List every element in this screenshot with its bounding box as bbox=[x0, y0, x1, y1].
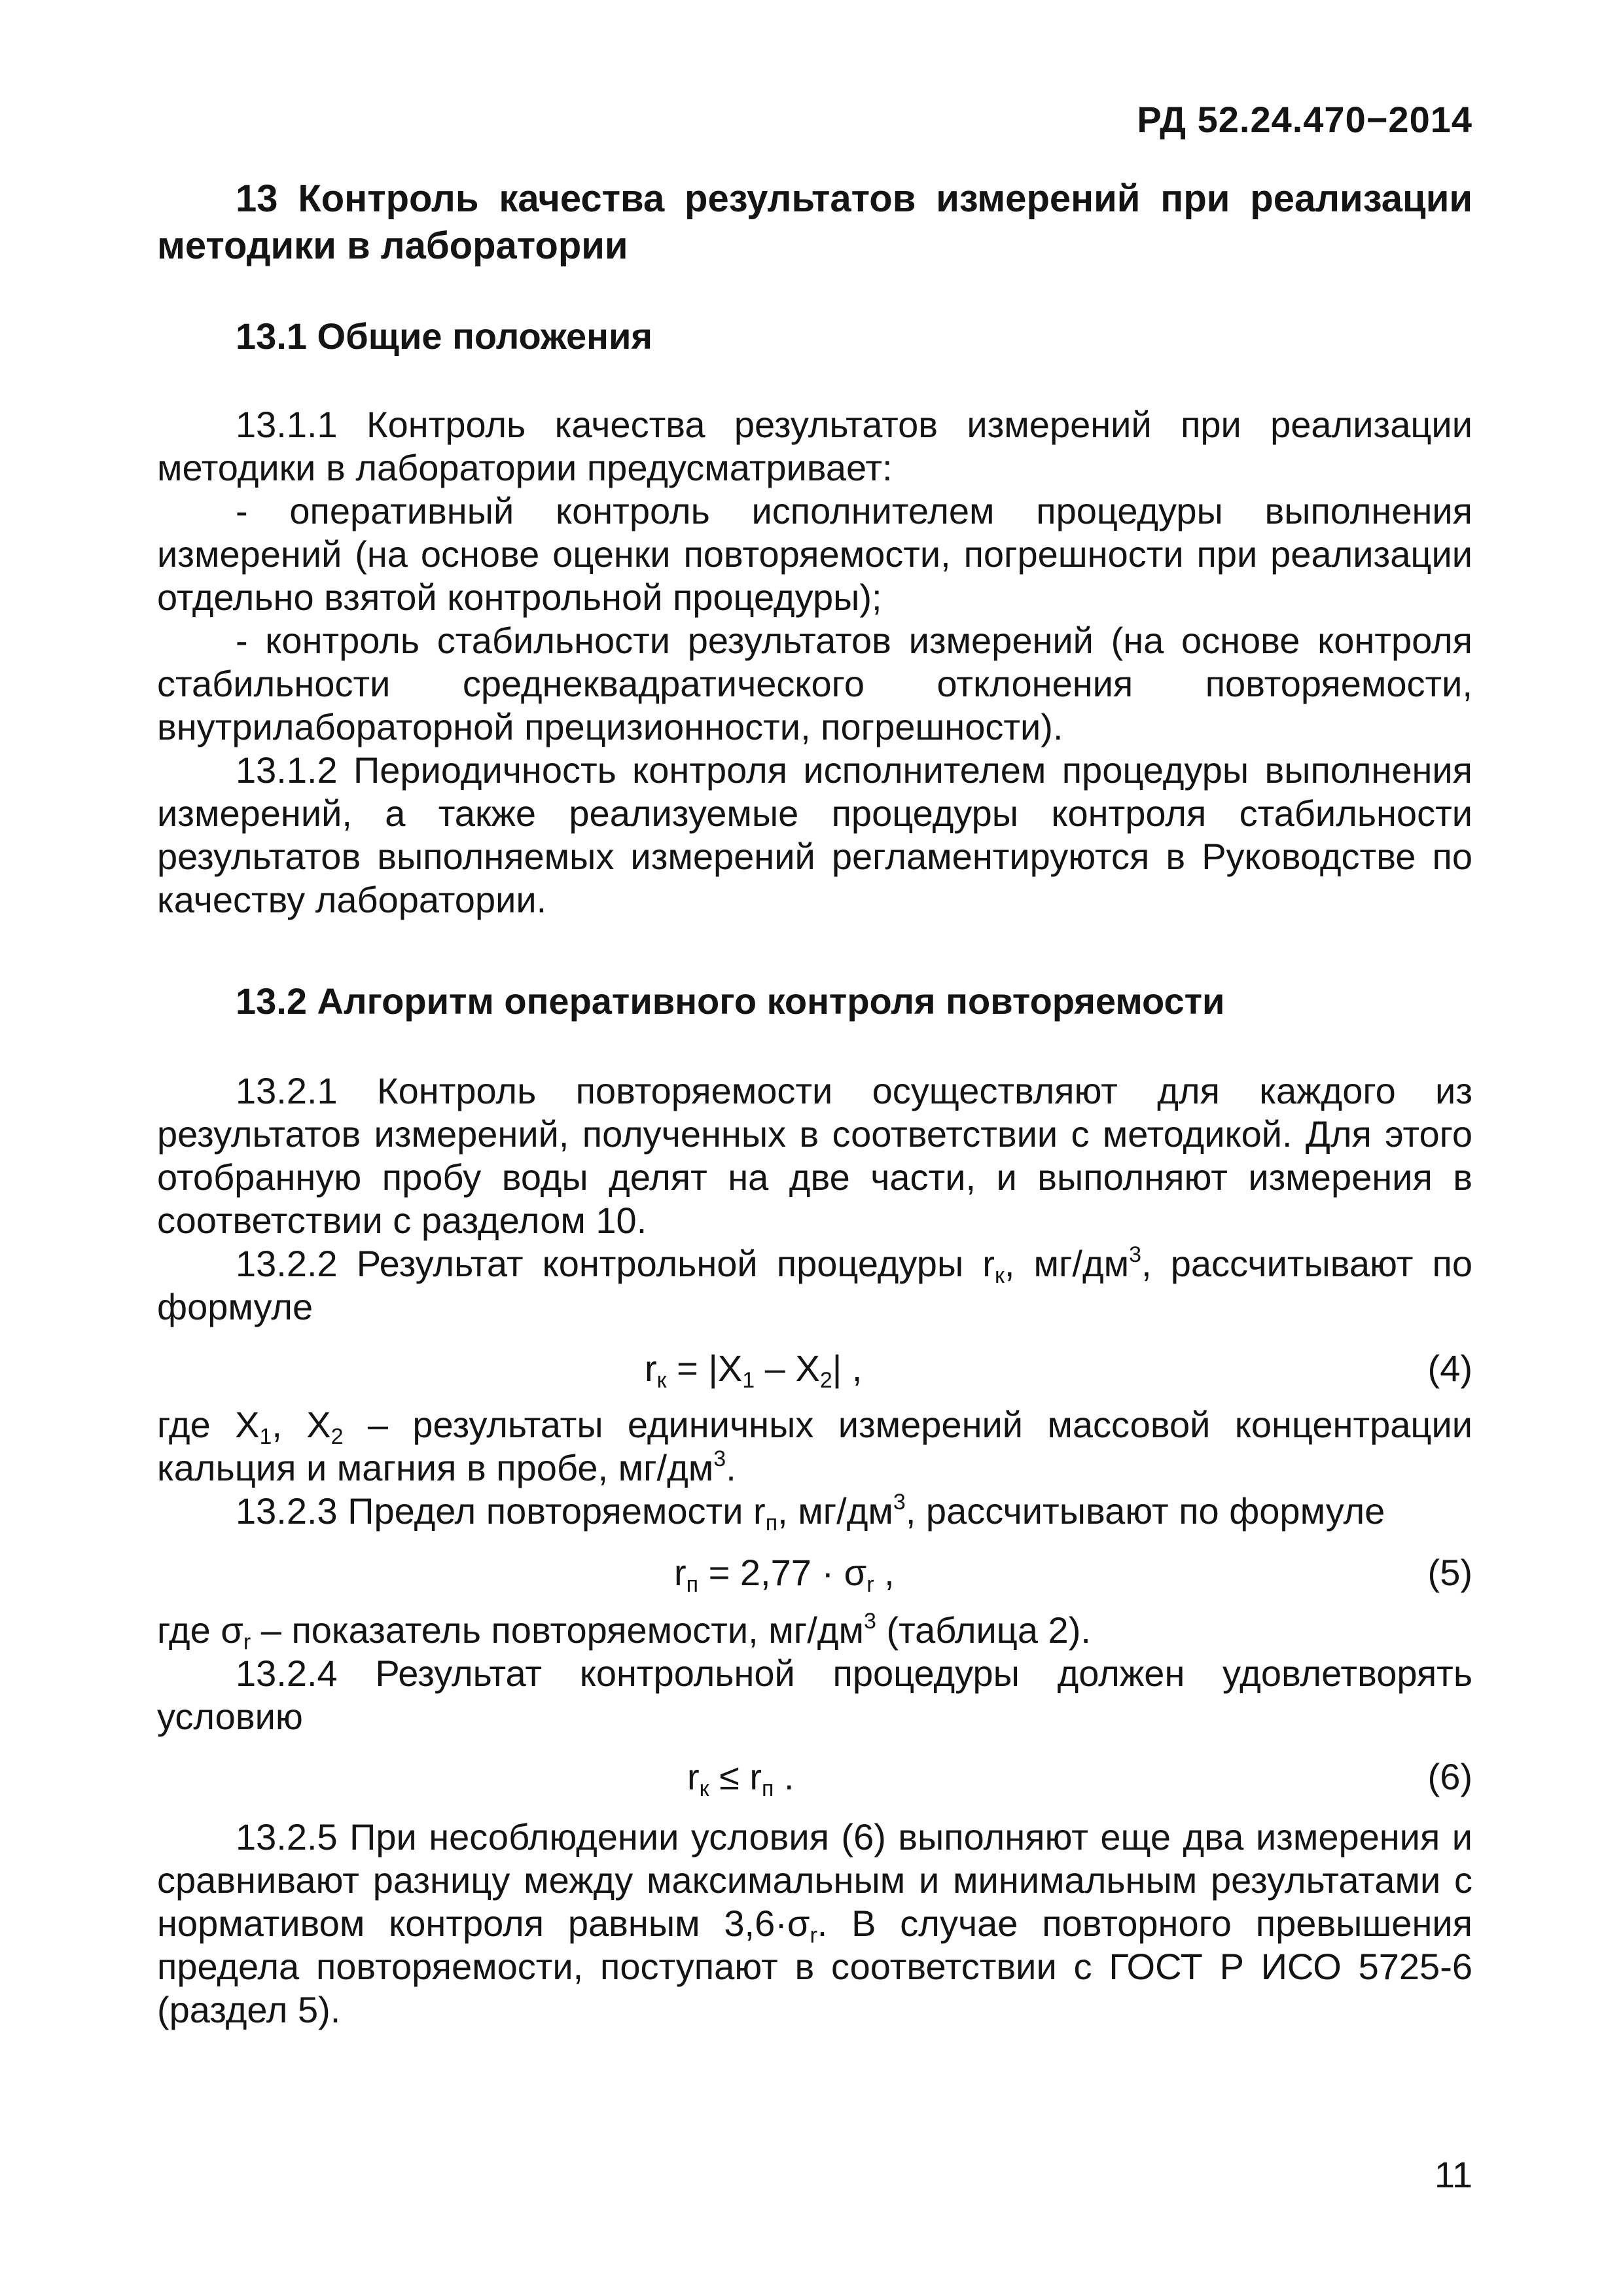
formula-5-explanation: где $\sigma_r$ – показатель повторяемости, $мг/дм^3$ (таблица 2). bbox=[157, 1609, 1091, 1655]
formula-4-row bbox=[157, 1346, 1472, 1391]
formula-6: $r_к \le r_п$ . bbox=[687, 1756, 794, 1801]
paragraph-13-2-1: 13.2.1 Контроль повторяемости осуществляют для каждого из результатов измерений, полученных в соответствии с методикой. Для этого отобранную пробу воды делят на две части, и выполняют измерения в соответствии с разделом 10. bbox=[157, 1070, 1472, 1241]
equation-number-5: (5) bbox=[1427, 1552, 1472, 1593]
formula-5-row bbox=[157, 1550, 1472, 1596]
formula-4-explanation: где $X_1$, $X_2$ – результаты единичных измерений массовой концентрации кальция и магния в пробе, $мг/дм^3$. bbox=[157, 1404, 1473, 1488]
equation-number-6: (6) bbox=[1427, 1756, 1472, 1797]
equation-number-4: (4) bbox=[1427, 1348, 1472, 1389]
paragraph-13-1-2: 13.1.2 Периодичность контроля исполнителем процедуры выполнения измерений, а также реализуемые процедуры контроля стабильности результатов выполняемых измерений регламентируются в Руководстве по качеству лаборатории. bbox=[157, 749, 1472, 920]
page-number: 11 bbox=[1434, 2154, 1472, 2195]
document-code: РД 52.24.470−2014 bbox=[1137, 99, 1472, 140]
paragraph-13-2-2: 13.2.2 Результат контрольной процедуры $r_к$, $мг/дм^3$, рассчитывают по формуле bbox=[157, 1242, 1473, 1327]
formula-5: $r_п = 2,77 \cdot \sigma_r$ , bbox=[674, 1552, 895, 1597]
list-item-operative-control: - оперативный контроль исполнителем процедуры выполнения измерений (на основе оценки повторяемости, погрешности при реализации отдельно взятой контрольной процедуры); bbox=[157, 490, 1472, 618]
paragraph-13-1-1: 13.1.1 Контроль качества результатов измерений при реализации методики в лаборатории предусматривает: bbox=[157, 404, 1472, 488]
list-item-stability-control: - контроль стабильности результатов измерений (на основе контроля стабильности среднеквадратического отклонения повторяемости, внутрилабораторной прецизионности, погрешности). bbox=[157, 620, 1472, 747]
paragraph-13-2-5: 13.2.5 При несоблюдении условия (6) выполняют еще два измерения и сравнивают разницу между максимальным и минимальным результатами с нормативом контроля равным $3,6\cdot\sigma_r$. В случае повторного превышения предела повторяемости, поступают в соответствии с ГОСТ Р ИСО 5725-6 (раздел 5). bbox=[157, 1816, 1472, 2030]
document-page bbox=[157, 98, 1472, 2225]
section-13-title: 13 Контроль качества результатов измерений при реализации методики в лаборатории bbox=[157, 177, 1472, 267]
section-13-2-title: 13.2 Алгоритм оперативного контроля повторяемости bbox=[236, 980, 1225, 1022]
formula-4: $r_к = |X_1 - X_2|$ , bbox=[645, 1348, 863, 1393]
section-13-1-title: 13.1 Общие положения bbox=[236, 315, 653, 357]
paragraph-13-2-4: 13.2.4 Результат контрольной процедуры должен удовлетворять условию bbox=[157, 1653, 1472, 1737]
formula-6-row bbox=[157, 1754, 1472, 1800]
paragraph-13-2-3: 13.2.3 Предел повторяемости $r_п$, $мг/дм^3$, рассчитывают по формуле bbox=[236, 1490, 1385, 1535]
